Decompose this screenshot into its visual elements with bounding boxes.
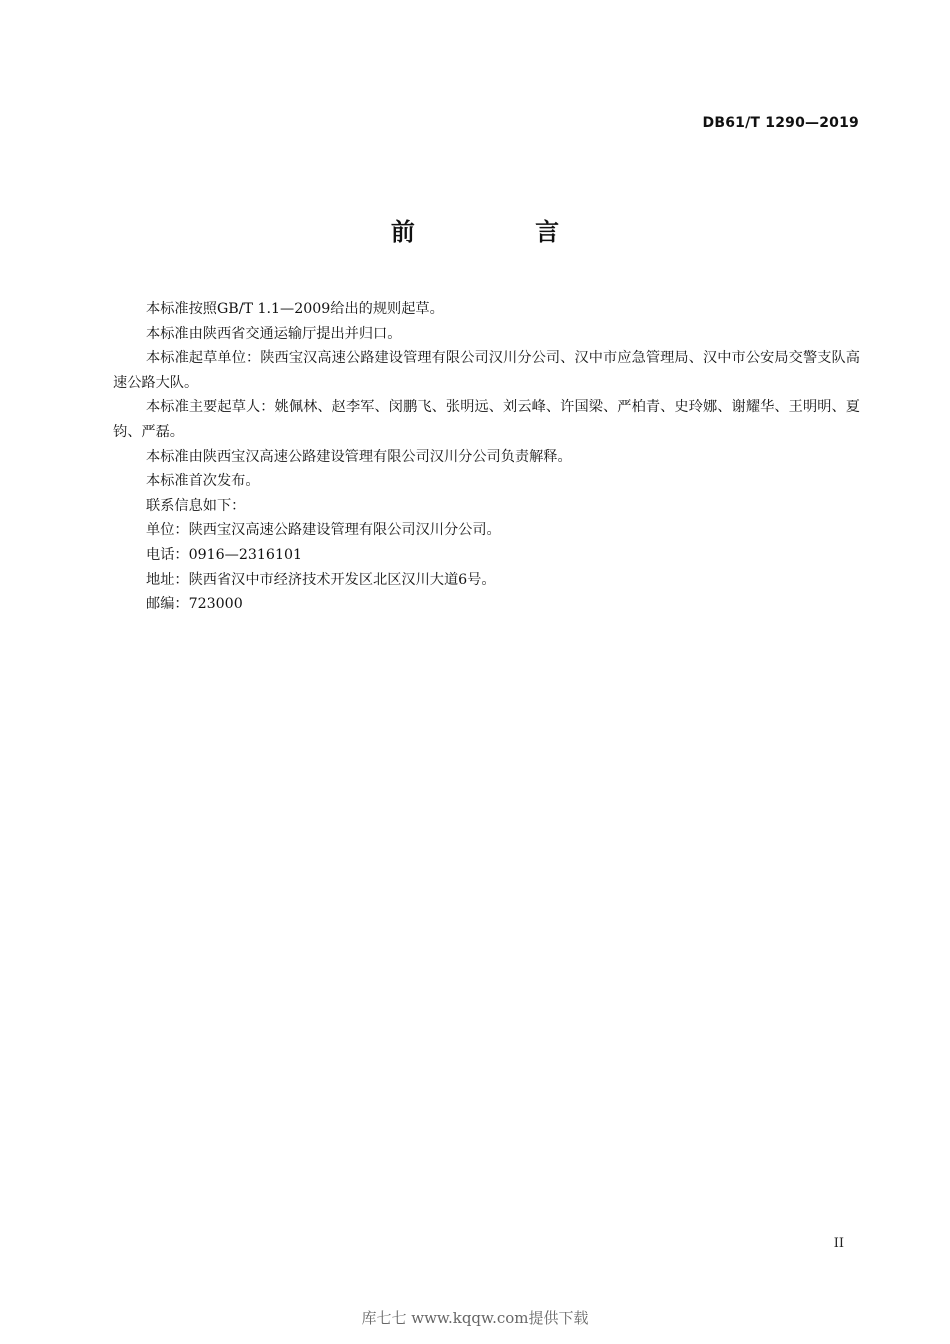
paragraph-drafting-rules: 本标准按照GB/T 1.1—2009给出的规则起草。	[146, 301, 444, 317]
paragraph-interpretation: 本标准由陕西宝汉高速公路建设管理有限公司汉川分公司负责解释。	[146, 448, 572, 465]
document-code: DB61/T 1290—2019	[702, 115, 859, 131]
page-title: 前 言	[390, 218, 616, 246]
page-number: II	[833, 1236, 844, 1251]
paragraph-proposer: 本标准由陕西省交通运输厅提出并归口。	[146, 325, 402, 342]
paragraph-contact-phone: 电话：0916—2316101	[146, 546, 303, 563]
paragraph-contact-unit: 单位：陕西宝汉高速公路建设管理有限公司汉川分公司。	[146, 522, 501, 539]
foreword-body	[113, 297, 860, 617]
paragraph-contact-heading: 联系信息如下：	[146, 497, 246, 514]
download-watermark: 库七七 www.kqqw.com提供下载	[361, 1309, 589, 1327]
paragraph-drafting-units: 本标准起草单位：陕西宝汉高速公路建设管理有限公司汉川分公司、汉中市应急管理局、汉中市公安局交警支队高速公路大队。	[113, 350, 860, 391]
paragraph-contact-address: 地址：陕西省汉中市经济技术开发区北区汉川大道6号。	[146, 571, 496, 588]
paragraph-drafters: 本标准主要起草人：姚佩林、赵李军、闵鹏飞、张明远、刘云峰、许国梁、严柏青、史玲娜、谢耀华、王明明、夏钧、严磊。	[113, 399, 860, 440]
paragraph-first-release: 本标准首次发布。	[146, 473, 260, 490]
paragraph-contact-postcode: 邮编：723000	[146, 596, 243, 613]
